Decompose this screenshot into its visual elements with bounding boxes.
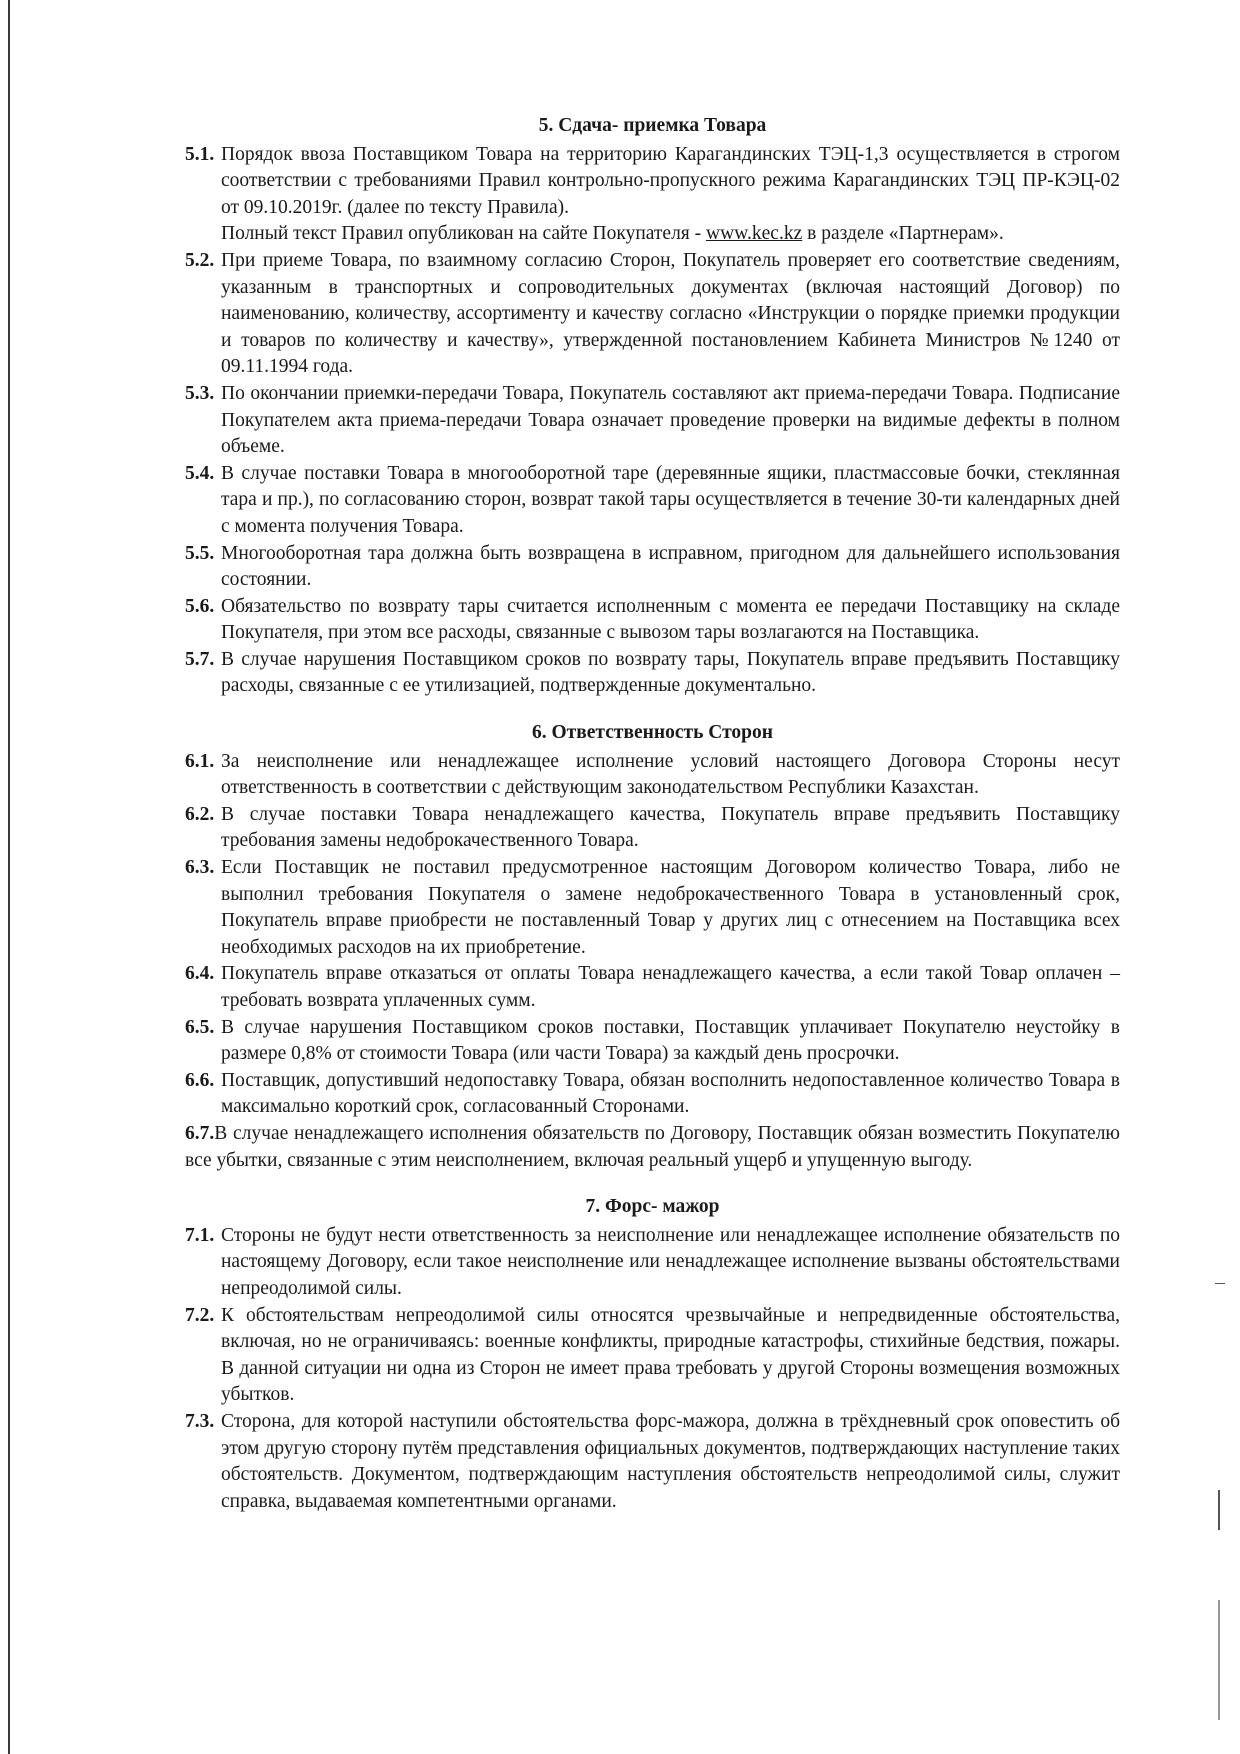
- clause-number: 6.4.: [185, 963, 215, 985]
- clause: [185, 855, 1120, 961]
- clause-text: [221, 647, 1120, 700]
- section-title: 7. Форс- мажор: [585, 1196, 720, 1218]
- scan-edge-mark: [1215, 1283, 1225, 1284]
- clause-body: В случае нарушения Поставщиком сроков поставки, Поставщик уплачивает Покупателю неустойку в размере 0,8% от стоимости Товара (или части Товара) за каждый день просрочки.: [221, 1016, 1120, 1065]
- clause-text: [221, 381, 1120, 461]
- clause-text: [221, 594, 1120, 647]
- clause-text: [221, 142, 1120, 248]
- clause: [185, 541, 1120, 594]
- clause-number: 5.1.: [185, 143, 215, 165]
- clause-number: 6.1.: [185, 750, 215, 772]
- clause-number: 5.4.: [185, 462, 215, 484]
- clause-body: При приеме Товара, по взаимному согласию Сторон, Покупатель проверяет его соответствие сведениям, указанным в транспортных и сопроводительных документах (включая настоящий Договор) по наименованию, количеству, ассортименту и качеству согласно «Инструкции о порядке приемки продукции и товаров по количеству и качеству», утвержденной постановлением Кабинета Министров №1240 от 09.11.1994 года.: [221, 249, 1120, 378]
- clause-text: [185, 1123, 1120, 1171]
- clause-text: [221, 1409, 1120, 1515]
- clause: [185, 802, 1120, 855]
- clause-body: Покупатель вправе отказаться от оплаты Товара ненадлежащего качества, а если такой Товар оплачен – требовать возврата уплаченных сумм.: [221, 963, 1120, 1011]
- clause: [185, 248, 1120, 381]
- clause-text: [221, 1303, 1120, 1409]
- clause-body: В случае ненадлежащего исполнения обязательств по Договору, Поставщик обязан возместить Покупателю все убытки, связанные с этим неисполнением, включая реальный ущерб и упущенную выгоду.: [185, 1122, 1120, 1171]
- section: [185, 720, 1120, 1174]
- clause: [185, 647, 1120, 700]
- clause: [185, 749, 1120, 802]
- clause-body: Поставщик, допустивший недопоставку Товара, обязан восполнить недопоставленное количество Товара в максимально короткий срок, согласованный Сторонами.: [221, 1069, 1120, 1118]
- clause-body: К обстоятельствам непреодолимой силы относятся чрезвычайные и непредвиденные обстоятельства, включая, но не ограничиваясь: военные конфликты, природные катастрофы, стихийные бедствия, пожары. В данной ситуации ни одна из Сторон не имеет права требовать у другой Стороны возмещения возможных убытков.: [221, 1304, 1120, 1406]
- clause-text: [221, 961, 1120, 1014]
- clause-body: Многооборотная тара должна быть возвращена в исправном, пригодном для дальнейшего использования состоянии.: [221, 542, 1120, 591]
- clause-number: 6.7.: [185, 1122, 215, 1144]
- clause-body: В случае нарушения Поставщиком сроков по возврату тары, Покупатель вправе предъявить Поставщику расходы, связанные с ее утилизацией, подтвержденные документально.: [221, 648, 1120, 697]
- website-link[interactable]: www.kec.kz: [706, 223, 803, 245]
- clause: [185, 461, 1120, 541]
- section: [185, 1194, 1120, 1515]
- clause-body: За неисполнение или ненадлежащее исполнение условий настоящего Договора Стороны несут ответственность в соответствии с действующим законодательством Республики Казахстан.: [221, 750, 1120, 799]
- clause-number: 6.5.: [185, 1016, 215, 1038]
- clause-text: [221, 855, 1120, 961]
- clause-body: Стороны не будут нести ответственность за неисполнение или ненадлежащее исполнение обязательств по настоящему Договору, если такое неисполнение или ненадлежащее исполнение вызваны обстоятельствами непреодолимой силы.: [221, 1224, 1120, 1299]
- clause: [185, 1121, 1120, 1174]
- clause-body: В случае поставки Товара в многооборотной таре (деревянные ящики, пластмассовые бочки, стеклянная тара и пр.), по согласованию сторон, возврат такой тары осуществляется в течение 30-ти календарных дней с момента получения Товара.: [221, 462, 1120, 537]
- clause: [185, 961, 1120, 1014]
- scan-edge-mark: [1218, 1600, 1220, 1720]
- clause: [185, 1068, 1120, 1121]
- clause-number: 5.3.: [185, 382, 215, 404]
- clause-body: По окончании приемки-передачи Товара, Покупатель составляют акт приема-передачи Товара. Подписание Покупателем акта приема-передачи Товара означает проведение проверки на видимые дефекты в полном объеме.: [221, 382, 1120, 458]
- scan-left-edge: [8, 0, 10, 1754]
- clause-text: [221, 802, 1120, 855]
- document-body: [185, 113, 1120, 1535]
- clause-number: 5.2.: [185, 249, 215, 271]
- clause-text: [221, 461, 1120, 541]
- section: [185, 113, 1120, 700]
- clause: [185, 1015, 1120, 1068]
- clause-text: [221, 749, 1120, 802]
- clause-text: [221, 541, 1120, 594]
- clause-number: 6.3.: [185, 857, 215, 879]
- clause-body: Сторона, для которой наступили обстоятельства форс-мажора, должна в трёхдневный срок оповестить об этом другую сторону путём представления официальных документов, подтверждающих наступление таких обстоятельств. Документом, подтверждающим наступления обстоятельств непреодолимой силы, служит справка, выдаваемая компетентными органами.: [221, 1410, 1120, 1512]
- clause-extra: в разделе «Партнерам».: [802, 223, 1004, 245]
- clause-number: 6.6.: [185, 1069, 215, 1091]
- clause-body: В случае поставки Товара ненадлежащего качества, Покупатель вправе предъявить Поставщику требования замены недоброкачественного Товара.: [221, 803, 1120, 852]
- clause: [185, 1409, 1120, 1515]
- clause-text: [221, 248, 1120, 381]
- clause: [185, 594, 1120, 647]
- clause-body: Обязательство по возврату тары считается исполненным с момента ее передачи Поставщику на складе Покупателя, при этом все расходы, связанные с вывозом тары возлагаются на Поставщика.: [221, 595, 1120, 644]
- clause-number: 5.7.: [185, 648, 215, 670]
- clause-number: 5.6.: [185, 595, 215, 617]
- clause: [185, 1303, 1120, 1409]
- clause-body: Порядок ввоза Поставщиком Товара на территорию Карагандинских ТЭЦ-1,3 осуществляется в строгом соответствии с требованиями Правил контрольно-пропускного режима Карагандинских ТЭЦ ПР-КЭЦ-02 от 09.10.2019г. (далее по тексту Правила).: [221, 143, 1120, 218]
- clause: [185, 1223, 1120, 1303]
- clause-text: [221, 1068, 1120, 1121]
- clause-number: 5.5.: [185, 542, 215, 564]
- clause: [185, 142, 1120, 248]
- clause-number: 7.2.: [185, 1304, 215, 1326]
- section-title: 5. Сдача- приемка Товара: [538, 115, 767, 136]
- clause-number: 6.2.: [185, 803, 215, 825]
- clause-number: 7.1.: [185, 1224, 215, 1246]
- clause-extra: Полный текст Правил опубликован на сайте Покупателя -: [221, 223, 707, 245]
- clause-body: Если Поставщик не поставил предусмотренное настоящим Договором количество Товара, либо не выполнил требования Покупателя о замене недоброкачественного Товара в установленный срок, Покупатель вправе приобрести не поставленный Товар у других лиц с отнесением на Поставщика всех необходимых расходов на их приобретение.: [221, 857, 1120, 958]
- clause-number: 7.3.: [185, 1410, 215, 1432]
- clause: [185, 381, 1120, 461]
- clause-text: [221, 1015, 1120, 1068]
- section-title: 6. Ответственность Сторон: [531, 722, 774, 744]
- scan-edge-mark: [1218, 1490, 1220, 1530]
- clause-text: [221, 1223, 1120, 1303]
